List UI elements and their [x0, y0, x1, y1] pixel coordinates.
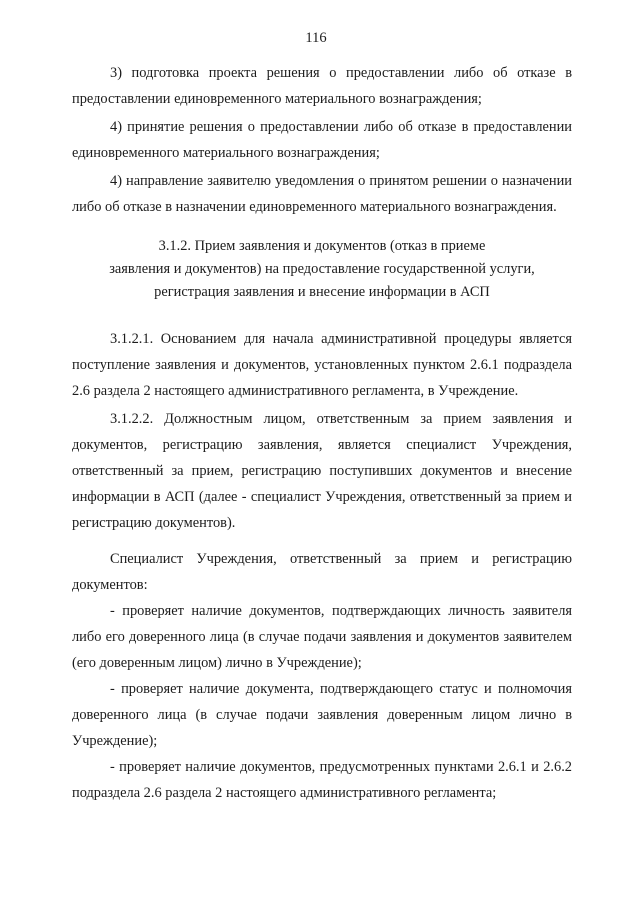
document-body	[72, 60, 572, 806]
section-heading-line: регистрация заявления и внесение информации в АСП	[154, 284, 490, 300]
paragraph-item-4-notification: 4) направление заявителю уведомления о принятом решении о назначении либо об отказе в назначении единовременного материального вознаграждения.	[72, 173, 572, 215]
list-item-identity-check: - проверяет наличие документов, подтверждающих личность заявителя либо его доверенного лица (в случае подачи заявления и документов заявителем (его доверенным лицом) лично в Учреждение);	[72, 603, 572, 671]
section-heading-line: заявления и документов) на предоставление государственной услуги,	[109, 261, 535, 277]
section-heading-line: 3.1.2. Прием заявления и документов (отказ в приеме	[158, 238, 486, 254]
paragraph-3-1-2-2: 3.1.2.2. Должностным лицом, ответственным за прием заявления и документов, регистрацию заявления, является специалист Учреждения, ответственный за прием, регистрацию поступивших документов и внесение информации в АСП (далее - специалист Учреждения, ответственный за прием и регистрацию документов).	[72, 411, 572, 531]
list-item-authority-check: - проверяет наличие документа, подтверждающего статус и полномочия доверенного лица (в случае подачи заявления доверенным лицом лично в Учреждение);	[72, 681, 572, 749]
paragraph-3-1-2-1: 3.1.2.1. Основанием для начала административной процедуры является поступление заявления и документов, установленных пунктом 2.6.1 подраздела 2.6 раздела 2 настоящего административного регламента, в Учреждение.	[72, 331, 572, 399]
section-heading	[72, 235, 572, 304]
list-item-documents-check: - проверяет наличие документов, предусмотренных пунктами 2.6.1 и 2.6.2 подраздела 2.6 раздела 2 настоящего административного регламента;	[72, 759, 572, 801]
paragraph-specialist-intro: Специалист Учреждения, ответственный за прием и регистрацию документов:	[72, 551, 572, 593]
paragraph-item-4-decision: 4) принятие решения о предоставлении либо об отказе в предоставлении единовременного материального вознаграждения;	[72, 119, 572, 161]
paragraph-item-3: 3) подготовка проекта решения о предоставлении либо об отказе в предоставлении единовременного материального вознаграждения;	[72, 65, 572, 107]
page-number: 116	[305, 30, 327, 46]
